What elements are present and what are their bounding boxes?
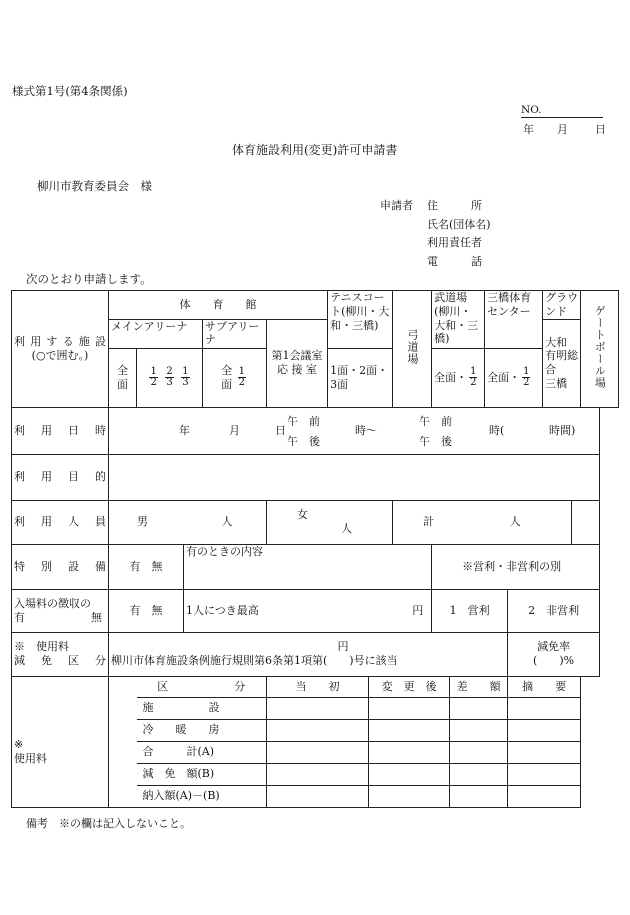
meeting-room-2[interactable]: 応 接 室	[277, 363, 318, 376]
form-number: 様式第1号(第4条関係)	[12, 84, 128, 98]
fee-row-total: 合 計(A)	[137, 741, 267, 763]
dt-day: 日	[275, 423, 286, 437]
fee-header-category: 区 分	[137, 676, 267, 697]
fee-facility-diff[interactable]	[450, 697, 508, 719]
ground-options[interactable]: 大和 有明総合 三橋	[543, 319, 581, 407]
facility-row-label	[12, 291, 109, 408]
dt-end-am[interactable]: 午 前	[419, 414, 452, 428]
exemption-rule: 柳川市体育施設条例施行規則第6条第1項第( )号に該当	[111, 654, 398, 667]
dt-start-pm[interactable]: 午 後	[287, 434, 320, 448]
main-frac-two-thirds[interactable]: $\frac{2}{3}$	[166, 365, 173, 388]
purpose-field[interactable]	[109, 454, 600, 500]
meeting-room-cell	[267, 319, 328, 407]
fee-header-diff: 差 額	[450, 676, 508, 697]
addressee: 柳川市教育委員会 様	[37, 179, 152, 193]
exemption-row-label	[12, 632, 109, 676]
persons-extra-cell	[572, 500, 600, 544]
fee-total-changed[interactable]	[369, 741, 450, 763]
purpose-row-label	[12, 454, 109, 500]
sub-arena-options[interactable]	[203, 348, 267, 407]
fee-hvac-notes[interactable]	[508, 719, 581, 741]
meeting-room-1[interactable]: 第1会議室	[271, 349, 323, 363]
fee-exemption-diff[interactable]	[450, 763, 508, 785]
fee-header-notes: 摘 要	[508, 676, 581, 697]
fee-mark: ※	[14, 737, 24, 751]
equipment-profit-type: ※営利・非営利の別	[432, 544, 600, 589]
kyudo-cell	[393, 291, 432, 408]
datetime-field[interactable]	[109, 407, 600, 454]
fee-hvac-diff[interactable]	[450, 719, 508, 741]
phone-label: 電 話	[427, 255, 482, 268]
exemption-label-1: ※ 使用料	[14, 640, 69, 654]
sub-frac-half[interactable]: $\frac{1}{2}$	[238, 365, 245, 388]
persons-male-unit: 人	[221, 515, 233, 529]
admission-max-field[interactable]	[184, 589, 432, 632]
facility-note: (○で囲む。)	[31, 348, 89, 362]
persons-total-field[interactable]	[393, 500, 572, 544]
equipment-details[interactable]: 有のときの内容	[184, 544, 432, 589]
datetime-row-label	[12, 407, 109, 454]
persons-label: 利 用 人 員	[14, 515, 106, 529]
fee-payment-notes[interactable]	[508, 785, 581, 807]
footer-note: 備考 ※の欄は記入しないこと。	[26, 817, 191, 830]
sub-arena-header: サブアリーナ	[203, 319, 267, 348]
exemption-field[interactable]	[109, 632, 508, 676]
exemption-rate-label: 減免率	[537, 640, 571, 654]
dt-month: 月	[229, 423, 240, 437]
admission-profit[interactable]: 1 営利	[432, 589, 508, 632]
mitsuhashi-header: 三橋体育センター	[485, 291, 543, 349]
facility-label: 利 用 す る 施 設	[14, 335, 106, 348]
exemption-rate-value: ( )%	[533, 654, 575, 667]
equipment-label: 特 別 設 備	[14, 559, 106, 573]
persons-total-unit: 人	[509, 515, 521, 529]
fee-spacer	[109, 676, 137, 807]
fee-row-facility: 施 設	[137, 697, 267, 719]
mitsuhashi-frac-half[interactable]: $\frac{1}{2}$	[523, 365, 530, 388]
fee-facility-changed[interactable]	[369, 697, 450, 719]
fee-hvac-changed[interactable]	[369, 719, 450, 741]
ground-header: グラウンド	[543, 291, 581, 320]
tennis-options[interactable]: 1面・2面・3面	[328, 348, 393, 407]
main-frac-half[interactable]: $\frac{1}{2}$	[150, 365, 157, 388]
dt-hours: 時間)	[549, 423, 576, 437]
budo-header: 武道場(柳川・大和・三橋)	[432, 291, 485, 349]
dt-from: 時～	[355, 423, 377, 437]
budo-all[interactable]: 全面・	[434, 370, 468, 384]
persons-male-label: 男	[137, 515, 148, 529]
applicant-label: 申請者	[380, 199, 413, 212]
exemption-yen: 円	[337, 640, 349, 654]
gateball-label: ゲートボール場	[593, 304, 607, 389]
mitsuhashi-options[interactable]	[485, 348, 543, 407]
fee-facility-notes[interactable]	[508, 697, 581, 719]
dt-end-pm[interactable]: 午 後	[419, 434, 452, 448]
admission-nonprofit[interactable]: 2 非営利	[508, 589, 600, 632]
admission-max-label: 1人につき最高	[186, 603, 259, 617]
kyudo-label: 弓道場	[405, 328, 419, 365]
fee-row-hvac: 冷 暖 房	[137, 719, 267, 741]
persons-female-unit: 人	[341, 522, 352, 535]
budo-options[interactable]	[432, 348, 485, 407]
mitsuhashi-all[interactable]: 全面・	[487, 370, 521, 384]
persons-female-field[interactable]	[267, 500, 393, 544]
datetime-label: 利 用 日 時	[14, 423, 106, 437]
persons-row-label	[12, 500, 109, 544]
intro-text: 次のとおり申請します。	[26, 272, 152, 286]
date-month-label: 月	[557, 123, 568, 136]
admission-label-1: 入場料の徴収の	[14, 596, 91, 610]
fee-total-diff[interactable]	[450, 741, 508, 763]
persons-male-field[interactable]	[109, 500, 267, 544]
equipment-row-label	[12, 544, 109, 589]
budo-frac-half[interactable]: $\frac{1}{2}$	[470, 365, 477, 388]
main-arena-fractions[interactable]	[137, 348, 203, 407]
fee-payment-diff[interactable]	[450, 785, 508, 807]
equipment-has-not[interactable]: 有 無	[109, 544, 184, 589]
responsible-label: 利用責任者	[427, 236, 482, 249]
purpose-label: 利 用 目 的	[14, 470, 106, 484]
fee-exemption-changed[interactable]	[369, 763, 450, 785]
exemption-label-2: 減 免 区 分	[14, 654, 106, 667]
tennis-header: テニスコート(柳川・大和・三橋)	[328, 291, 393, 349]
fee-row-payment: 納入額(A)－(B)	[137, 785, 267, 807]
main-arena-all-2: 面	[117, 377, 128, 391]
exemption-rate-field[interactable]	[508, 632, 600, 676]
date-year-label: 年	[523, 123, 534, 136]
fee-header-initial: 当 初	[267, 676, 369, 697]
main-arena-all[interactable]	[109, 348, 137, 407]
fee-row-exemption: 減 免 額(B)	[137, 763, 267, 785]
document-title: 体育施設利用(変更)許可申請書	[232, 143, 398, 157]
dt-to: 時(	[489, 423, 505, 437]
admission-row-label	[12, 589, 109, 632]
admission-has-not[interactable]: 有 無	[109, 589, 184, 632]
admission-yen: 円	[412, 603, 424, 617]
date-day-label: 日	[595, 123, 606, 136]
main-frac-third[interactable]: $\frac{1}{3}$	[182, 365, 189, 388]
form-no-field: NO.	[521, 104, 603, 118]
address-label: 住 所	[427, 199, 482, 212]
fee-payment-changed[interactable]	[369, 785, 450, 807]
application-form-table	[11, 290, 619, 808]
fee-label: 使用料	[14, 751, 47, 765]
gym-header: 体 育 館	[109, 291, 328, 320]
fee-row-label	[12, 676, 109, 807]
fee-exemption-notes[interactable]	[508, 763, 581, 785]
fee-total-initial[interactable]	[267, 741, 369, 763]
fee-hvac-initial[interactable]	[267, 719, 369, 741]
name-label: 氏名(団体名)	[427, 218, 491, 231]
admission-label-2: 有 無	[14, 610, 102, 624]
dt-start-am[interactable]: 午 前	[287, 414, 320, 428]
persons-female-label: 女	[297, 508, 308, 522]
sub-arena-all[interactable]: 全 面	[221, 363, 233, 391]
persons-total-label: 計	[423, 515, 435, 529]
fee-header-changed: 変 更 後	[369, 676, 450, 697]
fee-payment-initial[interactable]	[267, 785, 369, 807]
main-arena-all-1: 全	[117, 363, 128, 377]
fee-facility-initial[interactable]	[267, 697, 369, 719]
dt-year: 年	[179, 423, 190, 437]
gateball-cell	[581, 291, 619, 408]
main-arena-header: メインアリーナ	[109, 319, 203, 348]
fee-exemption-initial[interactable]	[267, 763, 369, 785]
fee-total-notes[interactable]	[508, 741, 581, 763]
